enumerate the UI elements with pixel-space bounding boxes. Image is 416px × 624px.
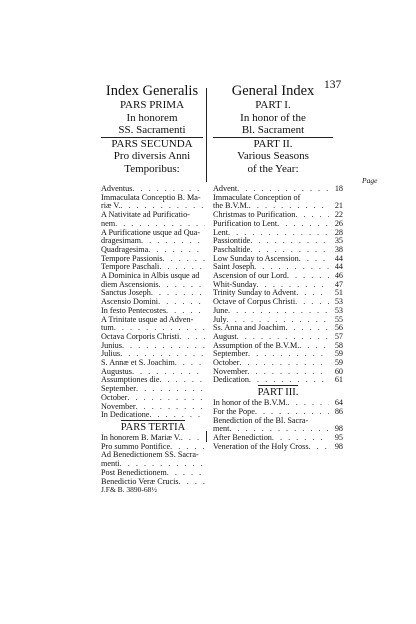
- entry-label: September: [213, 349, 249, 359]
- latin-index-entry: [101, 211, 205, 220]
- dot-leader: [122, 342, 205, 351]
- dot-leader: [287, 272, 329, 281]
- dot-leader: [288, 399, 329, 408]
- entry-label: Immaculate Conception of: [213, 192, 301, 202]
- entry-label: In honorem B. Mariæ V.: [101, 432, 181, 442]
- dot-leader: [136, 385, 205, 394]
- dot-leader: [228, 307, 329, 316]
- latin-sub2a: Pro diversis Anni: [113, 150, 191, 162]
- english-index-entry: [213, 298, 343, 307]
- dot-leader: [239, 359, 329, 368]
- dot-leader: [248, 350, 329, 359]
- entry-page-number: 56: [334, 323, 343, 333]
- dot-leader: [295, 298, 329, 307]
- entry-label: In Dedicatione: [101, 410, 150, 420]
- entry-page-number: 38: [334, 244, 343, 254]
- entry-label: riæ V.: [101, 201, 121, 211]
- entry-label: August: [213, 331, 237, 341]
- entry-label: menti: [101, 459, 120, 469]
- entry-label: Purification to Lent: [213, 218, 278, 228]
- english-header: [213, 83, 333, 175]
- entry-page-number: 53: [334, 305, 343, 315]
- entry-label: For the Pope: [213, 406, 255, 416]
- entry-label: Quadragesima: [101, 244, 149, 254]
- entry-label: A Trinitate usque ad Adven-: [101, 314, 194, 324]
- entry-page-number: 47: [334, 279, 343, 289]
- english-sub1a: In honor of the: [240, 111, 306, 124]
- latin-part2: PARS SECUNDA: [101, 137, 203, 151]
- english-index-entry: [213, 443, 343, 452]
- part3-divider: [206, 431, 207, 442]
- entry-page-number: 44: [334, 253, 343, 263]
- entry-page-number: 26: [334, 218, 343, 228]
- printer-code: J.F& B. 3890-68½: [101, 485, 158, 495]
- entry-label: Octave of Corpus Christi: [213, 297, 296, 307]
- dot-leader: [179, 333, 205, 342]
- entry-page-number: 51: [334, 288, 343, 298]
- dot-leader: [149, 411, 205, 420]
- latin-sub2b: Temporibus:: [124, 162, 180, 175]
- entry-label: tum: [101, 323, 114, 333]
- dot-leader: [141, 237, 205, 246]
- part3-latin-title: PARS TERTIA: [120, 421, 186, 433]
- entry-label: In festo Pentecostes: [101, 305, 167, 315]
- english-sub1b: Bl. Sacrament: [241, 124, 305, 136]
- entry-label: Trinity Sunday to Advent: [213, 288, 297, 298]
- entry-label: October: [213, 358, 240, 368]
- latin-header: [101, 83, 203, 175]
- dot-leader: [159, 376, 205, 385]
- latin-sub1a: In honorem: [126, 111, 178, 124]
- entry-page-number: 98: [334, 424, 343, 434]
- entry-page-number: 60: [334, 366, 343, 376]
- entry-label: Advent: [213, 184, 238, 193]
- dot-leader: [309, 443, 329, 452]
- dot-leader: [248, 368, 329, 377]
- entry-page-number: 95: [334, 432, 343, 442]
- entry-page-number: 28: [334, 227, 343, 237]
- dot-leader: [285, 324, 329, 333]
- entry-page-number: 55: [334, 314, 343, 324]
- english-sub2b: of the Year:: [247, 162, 299, 175]
- entry-label: November: [213, 366, 248, 376]
- entry-page-number: 46: [334, 271, 343, 281]
- dot-leader: [299, 255, 329, 264]
- english-index-entry: [213, 220, 343, 229]
- entry-label: Sanctus Joseph: [101, 288, 151, 298]
- column-divider: [206, 88, 207, 182]
- dot-leader: [127, 394, 205, 403]
- entry-label: Benedictio Veræ Crucis: [101, 476, 179, 486]
- entry-page-number: 44: [334, 262, 343, 272]
- entry-label: Adventus: [101, 184, 133, 193]
- english-index-list: [213, 185, 343, 451]
- latin-title: Index Generalis: [105, 83, 199, 99]
- entry-label: September: [101, 384, 137, 394]
- english-sub2a: Various Seasons: [237, 150, 309, 162]
- entry-label: Ss. Anna and Joachim: [213, 323, 286, 333]
- english-part2: PART II.: [213, 137, 333, 151]
- entry-label: Ad Benedictionem SS. Sacra-: [101, 450, 199, 460]
- entry-label: Passiontide: [213, 236, 251, 246]
- entry-label: diem Ascensionis: [101, 279, 159, 289]
- entry-page-number: 21: [334, 201, 343, 211]
- latin-index-entry: [101, 316, 205, 325]
- entry-page-number: 18: [334, 184, 343, 193]
- entry-label: Whit-Sunday: [213, 279, 257, 289]
- entry-label: Augustus: [101, 366, 132, 376]
- entry-label: dragesimam: [101, 236, 142, 246]
- entry-label: A Purificatione usque ad Qua-: [101, 227, 201, 237]
- entry-label: November: [101, 401, 136, 411]
- dot-leader: [151, 289, 205, 298]
- entry-page-number: 22: [334, 210, 343, 220]
- entry-label: Post Benedictionem: [101, 467, 167, 477]
- dot-leader: [163, 255, 205, 264]
- entry-label: ment: [213, 424, 230, 434]
- latin-part1: PARS PRIMA: [119, 99, 185, 111]
- entry-label: Assumption of the B.V.M.: [213, 340, 300, 350]
- entry-label: Dedication: [213, 375, 249, 385]
- dot-leader: [250, 237, 329, 246]
- entry-page-number: 35: [334, 236, 343, 246]
- entry-label: July: [213, 314, 227, 324]
- entry-label: S. Annæ et S. Joachim: [101, 358, 175, 368]
- entry-label: Pro summo Pontifice: [101, 441, 171, 451]
- entry-label: Assumptiones die: [101, 375, 160, 385]
- dot-leader: [179, 478, 205, 487]
- entry-page-number: 59: [334, 349, 343, 359]
- entry-label: Saint Joseph: [213, 262, 255, 272]
- entry-label: Ascension of our Lord: [213, 271, 287, 281]
- dot-leader: [159, 281, 205, 290]
- english-index-entry: [213, 417, 343, 426]
- dot-leader: [299, 342, 329, 351]
- entry-label: After Benediction: [213, 432, 272, 442]
- english-part1: PART I.: [255, 99, 291, 111]
- entry-label: October: [101, 392, 128, 402]
- entry-label: A Dominica in Albis usque ad: [101, 271, 200, 281]
- entry-label: Junius: [101, 340, 122, 350]
- part3-english-title: PART III.: [257, 387, 299, 399]
- entry-page-number: 61: [334, 375, 343, 385]
- entry-page-number: 59: [334, 358, 343, 368]
- dot-leader: [296, 289, 329, 298]
- entry-page-number: 57: [334, 331, 343, 341]
- entry-label: In honor of the B.V.M.: [213, 398, 288, 408]
- english-title: General Index: [231, 83, 315, 99]
- entry-label: Christmas to Purification: [213, 210, 296, 220]
- entry-page-number: 98: [334, 441, 343, 451]
- english-index-entry: [213, 376, 343, 385]
- entry-label: Lent: [213, 227, 229, 237]
- entry-page-number: 53: [334, 297, 343, 307]
- entry-label: Low Sunday to Ascension: [213, 253, 299, 263]
- dot-leader: [175, 359, 205, 368]
- entry-page-number: 58: [334, 340, 343, 350]
- entry-label: Octava Corporis Christi: [101, 331, 180, 341]
- latin-index-list: [101, 185, 205, 495]
- dot-leader: [181, 434, 205, 443]
- dot-leader: [277, 220, 329, 229]
- entry-label: Tempore Paschali: [101, 262, 160, 272]
- entry-label: the B.V.M.: [213, 201, 249, 211]
- entry-label: Julius: [101, 349, 121, 359]
- page-column-label: Page: [362, 176, 378, 185]
- entry-page-number: 64: [334, 398, 343, 408]
- entry-label: Ascensio Domini: [101, 297, 159, 307]
- entry-label: Immaculata Conceptio B. Ma-: [101, 192, 201, 202]
- latin-sub1b: SS. Sacramenti: [118, 124, 186, 136]
- entry-label: Veneration of the Holy Cross: [213, 441, 309, 451]
- entry-label: Paschaltide: [213, 244, 251, 254]
- entry-label: A Nativitate ad Purificatio-: [101, 210, 190, 220]
- latin-index-entry: [101, 411, 205, 420]
- english-index-entry: [213, 307, 343, 316]
- entry-label: Benediction of the Bl. Sacra-: [213, 415, 309, 425]
- entry-label: June: [213, 305, 229, 315]
- dot-leader: [295, 211, 329, 220]
- entry-label: nem: [101, 218, 116, 228]
- dot-leader: [249, 376, 329, 385]
- entry-label: Tempore Passionis: [101, 253, 163, 263]
- page-number: 137: [324, 79, 342, 91]
- entry-page-number: 86: [334, 406, 343, 416]
